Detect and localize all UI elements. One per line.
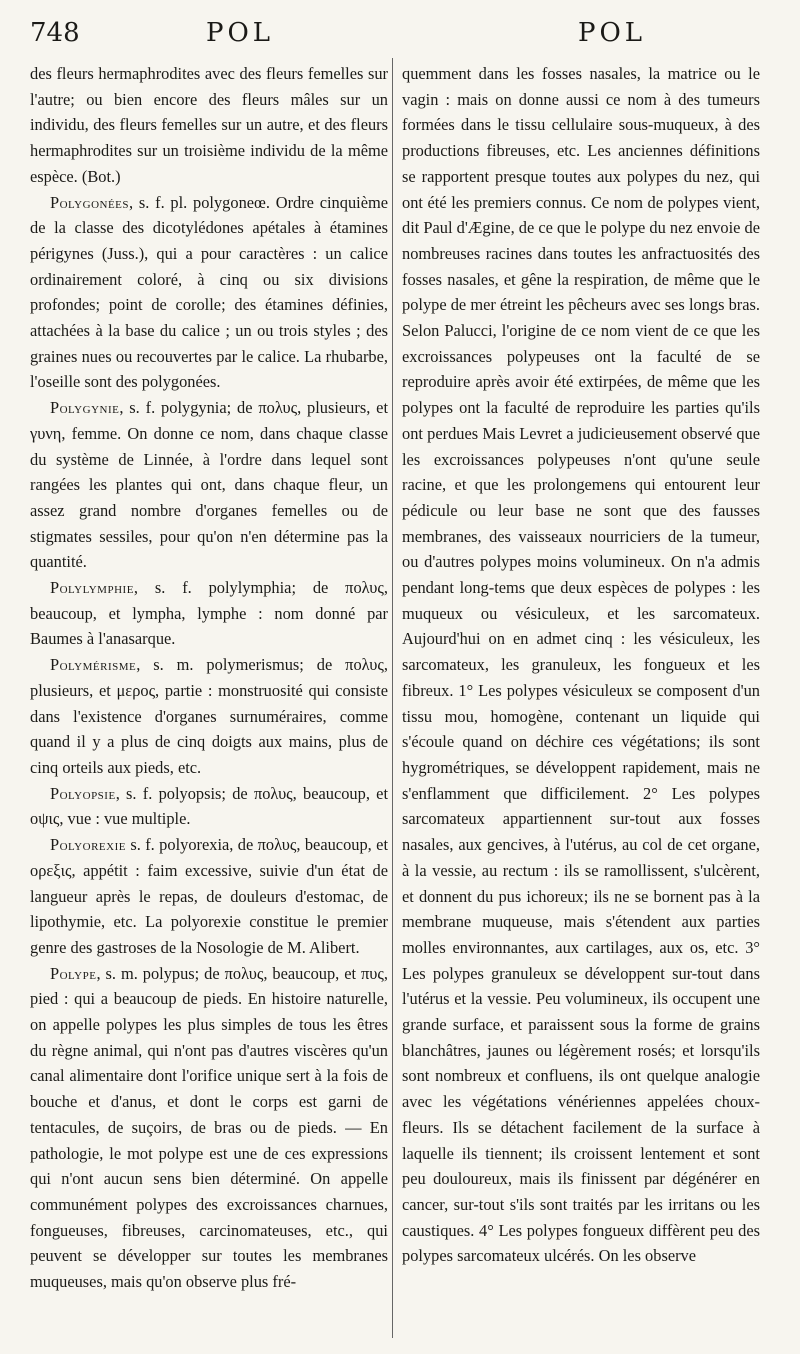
running-head-left: POL <box>206 18 275 48</box>
entry-polygonees <box>30 190 388 396</box>
entry-text: s. f. polyorexia, de πολυς, beaucoup, et ορεξις, appétit : faim excessive, suivie d'un état de langueur après le repas, de douleurs d'estomac, de lipothymie, etc. La polyorexie constitue le premier genre des gastroses de la Nosologie de M. Alibert. <box>30 835 388 957</box>
entry-polylymphie <box>30 575 388 652</box>
entry-text: , s. m. polymerismus; de πολυς, plusieurs, et μερος, partie : monstruosité qui consiste dans l'existence d'organes surnuméraires, comme quand il y a plus de cinq doigts aux mains, plus de cinq orteils aux pieds, etc. <box>30 655 388 777</box>
page-number: 748 <box>30 18 80 48</box>
entry-headword: Polygonées <box>50 192 130 212</box>
entry-text: des fleurs hermaphrodites avec des fleurs femelles sur l'autre; ou bien encore des fleurs mâles sur un individu, des fleurs femelles sur un autre, et des fleurs hermaphrodites sur un troisième individu de la même espèce. (Bot.) <box>30 64 388 186</box>
column-divider <box>392 58 393 1338</box>
entry-polyopsie <box>30 781 388 832</box>
entry-headword: Polymérisme <box>50 655 137 675</box>
entry-headword: Polygynie <box>50 398 120 418</box>
entry-polymerisme <box>30 652 388 781</box>
entry-text: , s. f. pl. polygoneœ. Ordre cinquième de la classe des dicotylédones apétales à étamines périgynes (Juss.), qui a pour caractères : un calice ordinairement coloré, à cinq ou six divisions profondes; point de corolle; des étamines définies, attachées à la base du calice ; un ou trois styles ; des graines nues ou recouvertes par le calice. La rhubarbe, l'oseille sont des polygonées. <box>30 192 388 392</box>
left-column <box>30 61 388 1295</box>
entry-text: , s. f. polygynia; de πολυς, plusieurs, et γυνη, femme. On donne ce nom, dans chaque classe du système de Linnée, à l'ordre dans lequel sont rangées les plantes qui ont, dans chaque fleur, un assez grand nombre d'organes femelles ou de stigmates sessiles, pour qu'on n'en détermine pas la quantité. <box>30 398 388 572</box>
entry-text: , s. f. polylymphia; de πολυς, beaucoup, et lympha, lymphe : nom donné par Baumes à l'anasarque. <box>30 578 388 649</box>
entry-continuation <box>30 61 388 190</box>
entry-headword: Polype <box>50 963 97 983</box>
page-header <box>30 18 776 58</box>
entry-polyorexie <box>30 832 388 961</box>
entry-polygynie <box>30 395 388 575</box>
entry-polype-continued <box>402 61 760 1269</box>
entry-headword: Polyorexie <box>50 835 126 855</box>
running-head-right: POL <box>578 18 647 48</box>
entry-polype <box>30 961 388 1295</box>
entry-text: , s. f. polyopsis; de πολυς, beaucoup, et οψις, vue : vue multiple. <box>30 783 388 829</box>
entry-headword: Polyopsie <box>50 783 116 803</box>
entry-headword: Polylymphie <box>50 578 134 598</box>
entry-text: quemment dans les fosses nasales, la matrice ou le vagin : mais on donne aussi ce nom à des tumeurs formées dans le tissu cellulaire sous-muqueux, à des productions fibreuses, etc. Les anciennes définitions se rapportent presque toutes aux polypes du nez, qui ont été les premiers connus. Ce nom de polypes vient, dit Paul d'Ægine, de ce que le polype du nez envoie de nombreuses racines dans toutes les anfractuosités des fosses nasales, et gêne la respiration, de même que le polype de mer étreint les pêcheurs avec ses longs bras. Selon Palucci, l'origine de ce nom vient de ce que les excroissances polypeuses ont la faculté de se reproduire après avoir été extirpées, de même que les polypes ont la faculté de reproduire les parties qu'ils ont perdues Mais Levret a judicieusement observé que les excroissances polypeuses n'ont qu'une seule racine, et que les prolongemens qui entourent leur pédicule ou leur base ne sont que des fausses membranes, des vaisseaux nourriciers de la tumeur, ou d'autres polypes moins volumineux. On n'a admis pendant long-tems que deux espèces de polypes : les muqueux ou vésiculeux, et les sarcomateux. Aujourd'hui on en admet cinq : les vésiculeux, les sarcomateux, les granuleux, les fongueux et les fibreux. 1° Les polypes vésiculeux se composent d'un tissu mou, homogène, contenant un liquide qui s'écoule quand on déchire ces végétations; ils sont hygrométriques, se développent rapidement, mais ne s'enflamment que difficilement. 2° Les polypes sarcomateux appartiennent sur-tout aux fosses nasales, aux gencives, à l'utérus, au col de cet organe, à la vessie, au rectum : ils se ramollissent, s'ulcèrent, et donnent du pus ichoreux; ils ne se bornent pas à la membrane muqueuse, mais s'étendent aux parties molles environnantes, aux cartilages, aux os, etc. 3° Les polypes granuleux se développent sur-tout dans l'utérus et la vessie. Peu volumineux, ils occupent une grande surface, et paraissent sous la forme de grains blanchâtres, jaunes ou légèrement rosés; et lorsqu'ils sont nombreux et confluens, ils ont quelque analogie avec les végétations vénériennes appelées choux-fleurs. Ils se détachent facilement de la surface à laquelle ils tiennent; ils croissent lentement et sont peu douloureux, mais ils finissent par dégénérer en cancer, sur-tout s'ils sont traités par les irritans ou les caustiques. 4° Les polypes fongueux diffèrent peu des polypes sarcomateux ulcérés. On les observe <box>402 64 760 1266</box>
entry-text: , s. m. polypus; de πολυς, beaucoup, et πυς, pied : qui a beaucoup de pieds. En histoire naturelle, on appelle polypes les plus simples de tous les êtres du règne animal, qui n'ont pas d'autres viscères qu'un canal alimentaire dont l'orifice unique sert à la fois de bouche et d'anus, et dont le corps est garni de tentacules, de suçoirs, de bras ou de pieds. — En pathologie, le mot polype est une de ces expressions qui n'ont aucun sens bien déterminé. On appelle communément polypes des excroissances charnues, fongueuses, fibreuses, carcinomateuses, etc., qui peuvent se développer sur toutes les membranes muqueuses, mais qu'on observe plus fré- <box>30 963 388 1292</box>
right-column <box>402 61 760 1269</box>
